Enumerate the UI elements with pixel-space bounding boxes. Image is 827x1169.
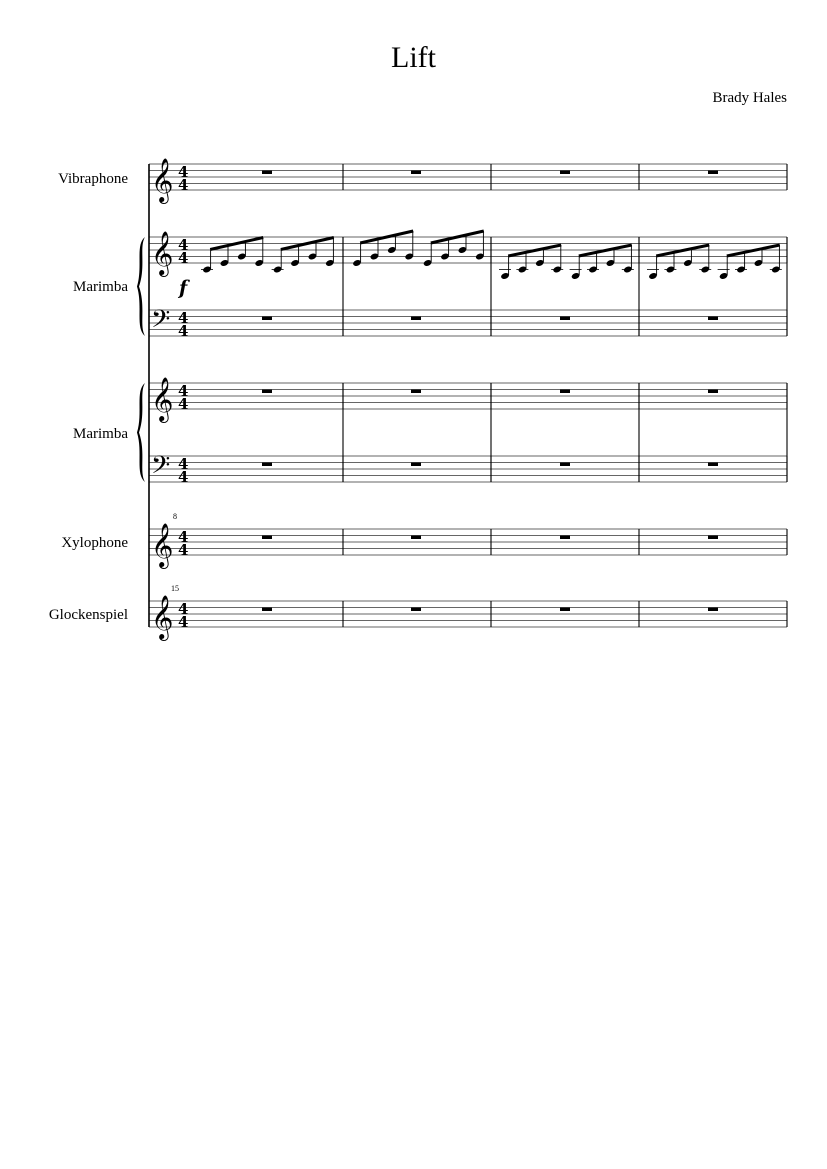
staff-marimba2-treble	[149, 383, 787, 409]
whole-rest-icon	[262, 463, 272, 467]
whole-rest-icon	[411, 317, 421, 321]
whole-rest-icon	[708, 536, 718, 540]
time-signature-top: 4	[178, 600, 189, 618]
staff-xylophone	[149, 529, 787, 555]
staff-glockenspiel	[149, 601, 787, 627]
time-signature-bottom: 4	[178, 395, 189, 413]
whole-rest-icon	[708, 463, 718, 467]
whole-rest-icon	[560, 463, 570, 467]
label-marimba-2: Marimba	[73, 426, 128, 442]
whole-rest-icon	[411, 608, 421, 612]
measure-1	[201, 238, 335, 274]
time-signature-bottom: 4	[178, 541, 189, 559]
label-xylophone: Xylophone	[61, 535, 128, 551]
eighth-beam	[656, 245, 709, 256]
octave-mark: 8	[173, 512, 177, 521]
whole-rest-icon	[560, 390, 570, 394]
measure-2	[352, 231, 484, 267]
bass-clef-icon: 𝄢	[151, 451, 171, 486]
eighth-beam	[579, 245, 632, 256]
treble-clef-icon: 𝄞	[151, 595, 174, 639]
eighth-beam	[508, 245, 561, 256]
time-signature-bottom: 4	[178, 176, 189, 194]
time-signature-bottom: 4	[178, 249, 189, 267]
treble-clef-icon: 𝄞	[151, 231, 174, 275]
whole-rest-icon	[560, 608, 570, 612]
whole-rest-icon	[262, 390, 272, 394]
whole-rest-icon	[411, 536, 421, 540]
whole-rest-icon	[411, 463, 421, 467]
whole-rest-icon	[560, 536, 570, 540]
treble-clef-icon: 𝄞	[151, 158, 174, 202]
time-signature-top: 4	[178, 455, 189, 473]
time-signature-top: 4	[178, 382, 189, 400]
treble-clef-icon: 𝄞	[151, 523, 174, 567]
eighth-beam	[727, 245, 780, 256]
dynamic-forte: f	[179, 277, 188, 299]
octave-mark: 15	[171, 584, 179, 593]
grand-staff-brace-icon	[137, 383, 145, 482]
label-vibraphone: Vibraphone	[58, 171, 128, 187]
bass-clef-icon: 𝄢	[151, 305, 171, 340]
whole-rest-icon	[560, 171, 570, 175]
time-signature-top: 4	[178, 309, 189, 327]
composer-name: Brady Hales	[712, 90, 787, 106]
whole-rest-icon	[262, 608, 272, 612]
label-glockenspiel: Glockenspiel	[48, 607, 128, 623]
whole-rest-icon	[262, 317, 272, 321]
whole-rest-icon	[411, 390, 421, 394]
time-signature-bottom: 4	[178, 468, 189, 486]
time-signature-bottom: 4	[178, 613, 189, 631]
time-signature-top: 4	[178, 236, 189, 254]
staff-vibraphone	[149, 164, 787, 190]
staff-marimba2-bass	[149, 456, 787, 482]
whole-rest-icon	[411, 171, 421, 175]
whole-rest-icon	[708, 171, 718, 175]
whole-rest-icon	[708, 390, 718, 394]
whole-rest-icon	[262, 171, 272, 175]
whole-rest-icon	[708, 608, 718, 612]
time-signature-top: 4	[178, 163, 189, 181]
treble-clef-icon: 𝄞	[151, 377, 174, 421]
time-signature-top: 4	[178, 528, 189, 546]
label-marimba-1: Marimba	[73, 279, 128, 295]
score-title: Lift	[391, 41, 436, 74]
time-signature-bottom: 4	[178, 322, 189, 340]
whole-rest-icon	[262, 536, 272, 540]
grand-staff-brace-icon	[137, 237, 145, 336]
whole-rest-icon	[560, 317, 570, 321]
staff-marimba1-bass	[149, 310, 787, 336]
whole-rest-icon	[708, 317, 718, 321]
